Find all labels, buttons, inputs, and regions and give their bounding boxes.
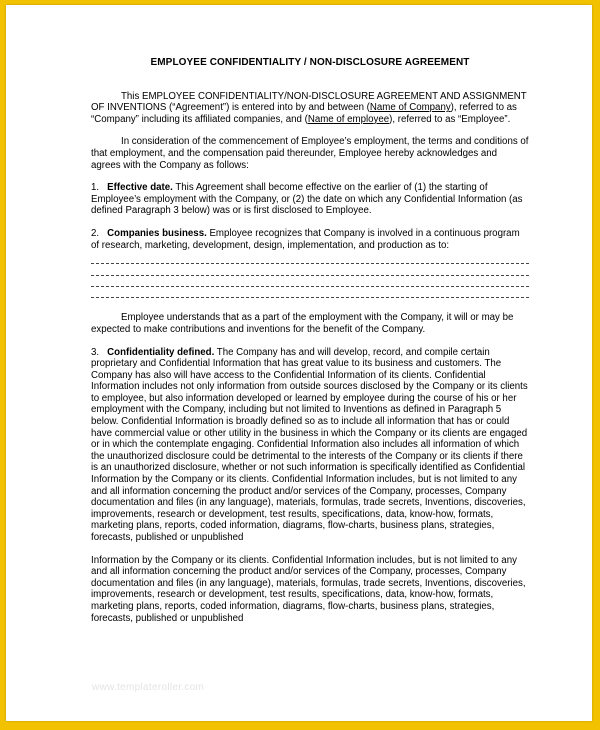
intro-paragraph (91, 91, 529, 126)
section-1-paragraph (91, 182, 529, 217)
section-2-heading: Companies business. (107, 227, 207, 239)
section-3-body: The Company has and will develop, record, and compile certain proprietary and Confidential Information that has great value to its business and customers. The Company has also will have access to the Confidential Information of its clients. Confidential Information includes not only information from outside sources disclosed by the Company or its clients to employee, but also information developed or learned by employee during the course of his or her employment with the Company, including but not limited to Inventions as defined in Paragraph 5 below. Confidential Information is broadly defined so as to include all information that has or could have commercial value or other utility in the business in which the Company or its clients are engaged or in which the contemplate engaging. Confidential Information also includes all information of which the unauthorized disclosure could be detrimental to the interests of the Company or its clients if there is an unauthorized disclosure, whether or not such information is specifically identified as Confidential Information by the Company or its clients. Confidential Information includes, but is not limited to any and all information concerning the product and/or services of the Company, processes, Company documentation and files (in any language), materials, formulas, trade secrets, Inventions, discoveries, improvements, research or development, test results, specifications, data, know-how, formats, marketing plans, reports, coded information, diagrams, flow-charts, business plans, strategies, forecasts, published or unpublished (91, 346, 528, 543)
watermark: www.templateroller.com (92, 682, 205, 693)
repeat-paragraph: Information by the Company or its clients. Confidential Information includes, but is not limited to any and all information concerning the product and/or services of the Company, processes, Company documentation and files (in any language), materials, formulas, trade secrets, Inventions, discoveries, improvements, research or development, test results, specifications, data, know-how, formats, marketing plans, reports, coded information, diagrams, flow-charts, business plans, strategies, forecasts, published or unpublished (91, 554, 526, 624)
blank-lines (91, 253, 529, 298)
section-1-heading: Effective date. (107, 182, 173, 194)
section-2-body: Employee recognizes that Company is involved in a continuous program of research, marketing, development, design, implementation, and production as to: (91, 227, 520, 251)
consideration-paragraph: In consideration of the commencement of Employee’s employment, the terms and conditions of that employment, and the compensation paid thereunder, Employee hereby acknowledges and agrees with the Company as follows: (91, 136, 529, 171)
blank-line (91, 253, 529, 264)
section-3-number: 3. (91, 346, 100, 358)
section-2-number: 2. (91, 227, 100, 239)
company-name-placeholder: Name of Company (369, 102, 451, 114)
document-body (91, 57, 529, 624)
blank-line (91, 276, 529, 287)
section-1-body: This Agreement shall become effective on the earlier of (1) the starting of Employee’s employment with the Company, or (2) the date on which any Confidential Information (as defined Paragraph 3 below) was or is first disclosed to Employee. (91, 182, 523, 217)
document-title: EMPLOYEE CONFIDENTIALITY / NON-DISCLOSURE AGREEMENT (150, 57, 470, 68)
section-3-heading: Confidentiality defined. (107, 346, 215, 358)
understanding-paragraph: Employee understands that as a part of the employment with the Company, it will or may be expected to make contributions and inventions for the benefit of the Company. (91, 312, 514, 335)
section-1-number: 1. (91, 182, 100, 194)
blank-line (91, 264, 529, 275)
intro-text-2: ), referred to as “Company” including its affiliated companies, and ( (91, 102, 517, 125)
intro-text-3: ), referred to as “Employee”. (389, 113, 511, 125)
employee-name-placeholder: Name of employee (307, 113, 390, 125)
blank-line (91, 287, 529, 298)
section-2-paragraph (91, 228, 529, 251)
document-page (6, 5, 592, 721)
intro-text-1: This EMPLOYEE CONFIDENTIALITY/NON-DISCLOSURE AGREEMENT AND ASSIGNMENT OF INVENTIONS (“Agreement”) is entered into by and between ( (91, 90, 527, 114)
section-3-paragraph (91, 347, 529, 544)
